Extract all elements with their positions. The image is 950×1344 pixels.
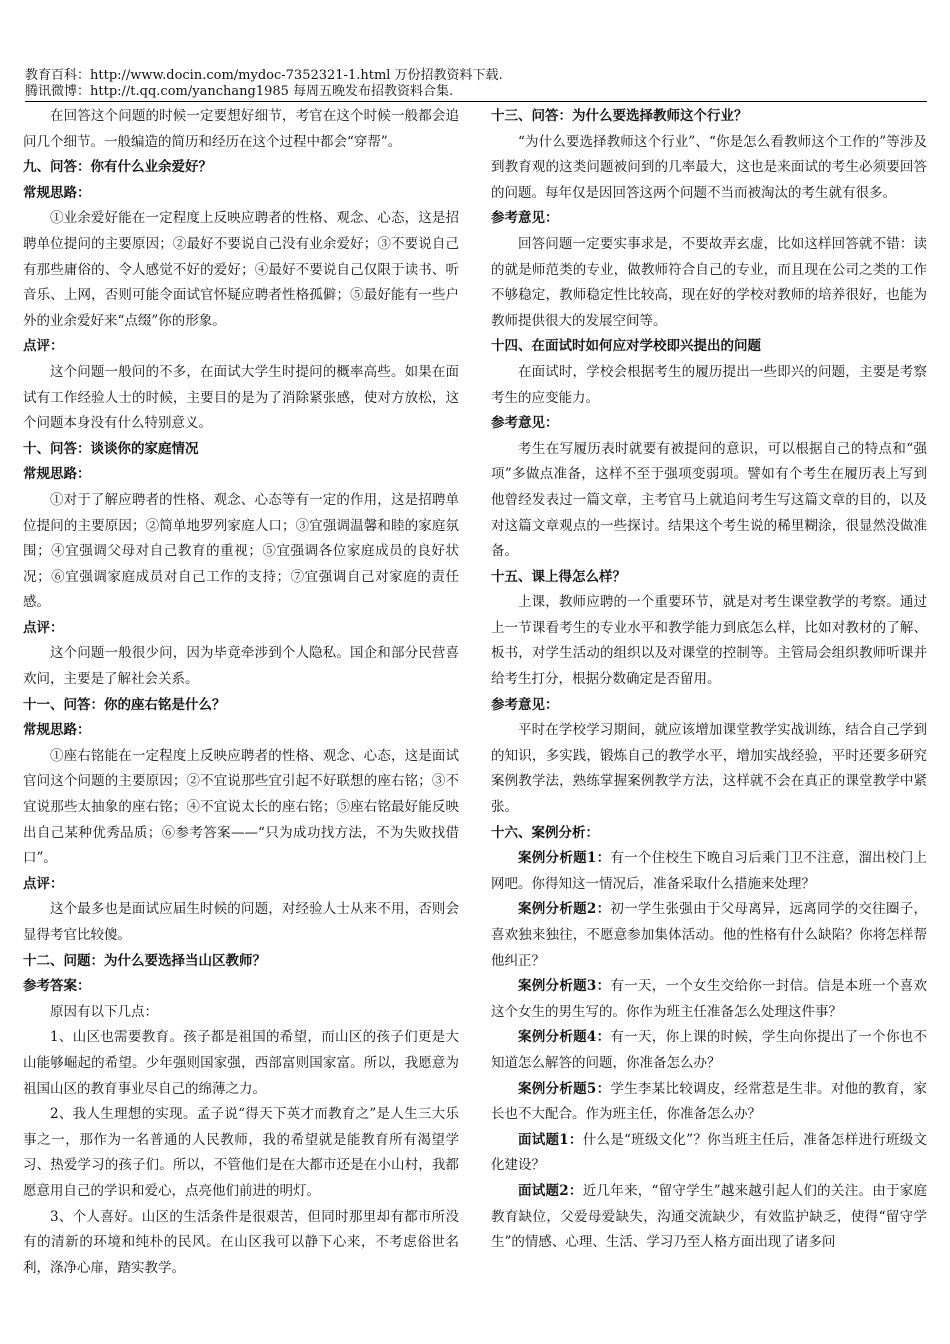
- question-13-description: “为什么要选择教师这个行业”、“你是怎么看教师这个工作的”等涉及到教育观的这类问题被问到的几率最大，这也是来面试的考生必须要回答的问题。每年仅是因回答这两个问题不当而被淘汰的考生就有很多。: [491, 133, 927, 201]
- right-column: [491, 104, 927, 1256]
- case-text: 初一学生张强由于父母离异，远离同学的交往圈子，喜欢独来独往，不愿意参加集体活动。他的性格有什么缺陷？你将怎样帮他纠正？: [491, 901, 927, 969]
- question-15-advice: 平时在学校学习期间，就应该增加课堂教学实战训练，结合自己学到的知识，多实践，锻炼自己的教学水平，增加实战经验，平时还要多研究案例教学法，熟练掌握案例教学方法，这样就不会在真正的课堂教学中紧张。: [491, 722, 927, 816]
- question-12-reason-3: 3、个人喜好。山区的生活条件是很艰苦，但同时那里却有都市所没有的清新的环境和纯朴的民风。在山区我可以静下心来，不考虑俗世名利，涤净心扉，踏实教学。: [23, 1208, 459, 1276]
- question-9-title: 九、问答：你有什么业余爱好？: [23, 159, 212, 176]
- question-11-comment: 这个最多也是面试应届生时候的问题，对经验人士从来不用，否则会显得考官比较傻。: [23, 901, 459, 943]
- interview-label: 面试题2：: [518, 1182, 583, 1199]
- case-item: [491, 1077, 927, 1128]
- interview-item: [491, 1128, 927, 1179]
- question-13-label-advice: 参考意见：: [491, 210, 559, 227]
- case-label: 案例分析题2：: [518, 901, 611, 918]
- intro-paragraph: 在回答这个问题的时候一定要想好细节，考官在这个时候一般都会追问几个细节。一般编造的简历和经历在这个过程中都会“穿帮”。: [23, 108, 459, 150]
- question-11-label-thinking: 常规思路：: [23, 722, 91, 739]
- case-item: [491, 846, 927, 897]
- question-14-label-advice: 参考意见：: [491, 415, 559, 432]
- question-10-thinking: ①对于了解应聘者的性格、观念、心态等有一定的作用，这是招聘单位提问的主要原因；②简单地罗列家庭人口；③宜强调温馨和睦的家庭氛围；④宜强调父母对自己教育的重视；⑤宜强调各位家庭成员的良好状况；⑥宜强调家庭成员对自己工作的支持；⑦宜强调自己对家庭的责任感。: [23, 491, 459, 611]
- case-label: 案例分析题3：: [518, 978, 611, 995]
- question-13-title: 十三、问答：为什么要选择教师这个行业？: [491, 108, 748, 124]
- case-text: 学生李某比较调皮，经常惹是生非。对他的教育，家长也不大配合。作为班主任，你准备怎么办？: [491, 1080, 927, 1123]
- case-text: 有一个住校生下晚自习后乘门卫不注意，溜出校门上网吧。你得知这一情况后，准备采取什么措施来处理？: [491, 850, 927, 892]
- question-14-advice: 考生在写履历表时就要有被提问的意识，可以根据自己的特点和“强项”多做点准备，这样不至于强项变弱项。譬如有个考生在履历表上写到他曾经发表过一篇文章，主考官马上就追问考生写这篇文章的目的，以及对这篇文章观点的一些探讨。结果这个考生说的稀里糊涂，很显然没做准备。: [491, 440, 927, 560]
- header-line-weibo: 腾讯微博：http://t.qq.com/yanchang1985 每周五晚发布招教资料合集.: [25, 84, 454, 99]
- case-item: [491, 1025, 927, 1076]
- case-text: 有一天，一个女生交给你一封信。信是本班一个喜欢这个女生的男生写的。你作为班主任准备怎么处理这件事？: [491, 978, 927, 1020]
- question-13-advice: 回答问题一定要实事求是，不要故弄玄虚，比如这样回答就不错：读的就是师范类的专业，做教师符合自己的专业，而且现在公司之类的工作不够稳定，教师稳定性比较高，现在好的学校对教师的培养很好，也能为教师提供很大的发展空间等。: [491, 235, 927, 329]
- interview-label: 面试题1：: [518, 1131, 583, 1148]
- question-14-title: 十四、在面试时如何应对学校即兴提出的问题: [491, 338, 761, 355]
- case-label: 案例分析题5：: [518, 1080, 611, 1097]
- question-12-reason-2: 2、我人生理想的实现。孟子说“得天下英才而教育之”是人生三大乐事之一，那作为一名普通的人民教师，我的希望就是能教育所有渴望学习、热爱学习的孩子们。所以，不管他们是在大都市还是在小山村，我都愿意用自己的学识和爱心，点亮他们前进的明灯。: [23, 1106, 459, 1199]
- question-15-label-advice: 参考意见：: [491, 696, 559, 713]
- header-rule: [25, 101, 927, 102]
- interview-text: 什么是“班级文化”？你当班主任后，准备怎样进行班级文化建设？: [491, 1131, 927, 1174]
- interview-text: 近几年来，“留守学生”越来越引起人们的关注。由于家庭教育缺位，父爱母爱缺失，沟通交流缺少，有效监护缺乏，使得“留守学生”的情感、心理、生活、学习乃至人格方面出现了诸多问: [491, 1182, 927, 1251]
- question-15-title: 十五、课上得怎么样？: [491, 568, 626, 585]
- question-9-label-comment: 点评：: [23, 338, 64, 355]
- question-10-comment: 这个问题一般很少问，因为毕竟牵涉到个人隐私。国企和部分民营喜欢问，主要是了解社会关系。: [23, 645, 459, 688]
- question-15-description: 上课，教师应聘的一个重要环节，就是对考生课堂教学的考察。通过上一节课看考生的专业水平和教学能力到底怎么样，比如对教材的了解、板书，对学生活动的组织以及对课堂的控制等。主管局会组织教师听课并给考生打分，根据分数确定是否留用。: [491, 594, 927, 688]
- question-12-title: 十二、问题：为什么要选择当山区教师？: [23, 952, 266, 969]
- question-16-title: 十六、案例分析：: [491, 824, 599, 841]
- question-9-comment: 这个问题一般问的不多，在面试大学生时提问的概率高些。如果在面试有工作经验人士的时候，主要目的是为了消除紧张感，使对方放松，这个问题本身没有什么特别意义。: [23, 363, 459, 432]
- case-item: [491, 897, 927, 974]
- case-item: [491, 974, 927, 1025]
- case-text: 有一天，你上课的时候，学生向你提出了一个你也不知道怎么解答的问题，你准备怎么办？: [491, 1029, 927, 1071]
- question-10-title: 十、问答：谈谈你的家庭情况: [23, 440, 199, 457]
- question-12-reason-1: 1、山区也需要教育。孩子都是祖国的希望，而山区的孩子们更是大山能够崛起的希望。少年强则国家强，西部富则国家富。所以，我愿意为祖国山区的教育事业尽自己的绵薄之力。: [23, 1029, 459, 1097]
- question-12-intro: 原因有以下几点：: [50, 1003, 158, 1020]
- question-12-label-answer: 参考答案：: [23, 978, 91, 995]
- left-column: [23, 104, 459, 1281]
- page-header: [25, 68, 925, 100]
- question-11-thinking: ①座右铭能在一定程度上反映应聘者的性格、观念、心态，这是面试官问这个问题的主要原因；②不宜说那些宜引起不好联想的座右铭；③不宜说那些太抽象的座右铭；④不宜说太长的座右铭；⑤座右铭最好能反映出自己某种优秀品质；⑥参考答案——“只为成功找方法，不为失败找借口”。: [23, 747, 459, 867]
- question-14-description: 在面试时，学校会根据考生的履历提出一些即兴的问题，主要是考察考生的应变能力。: [491, 363, 927, 406]
- question-10-label-comment: 点评：: [23, 619, 64, 636]
- case-label: 案例分析题1：: [518, 850, 611, 867]
- header-line-docin: 教育百科：http://www.docin.com/mydoc-7352321-1.html 万份招教资料下载.: [25, 68, 503, 83]
- case-label: 案例分析题4：: [518, 1029, 611, 1046]
- question-11-label-comment: 点评：: [23, 875, 64, 892]
- question-9-thinking: ①业余爱好能在一定程度上反映应聘者的性格、观念、心态，这是招聘单位提问的主要原因；②最好不要说自己没有业余爱好；③不要说自己有那些庸俗的、令人感觉不好的爱好；④最好不要说自己仅限于读书、听音乐、上网，否则可能令面试官怀疑应聘者性格孤僻；⑤最好能有一些户外的业余爱好来“点缀”你的形象。: [23, 210, 459, 329]
- interview-item: [491, 1179, 927, 1256]
- question-10-label-thinking: 常规思路：: [23, 466, 91, 483]
- question-11-title: 十一、问答：你的座右铭是什么？: [23, 696, 226, 713]
- question-9-label-thinking: 常规思路：: [23, 184, 91, 201]
